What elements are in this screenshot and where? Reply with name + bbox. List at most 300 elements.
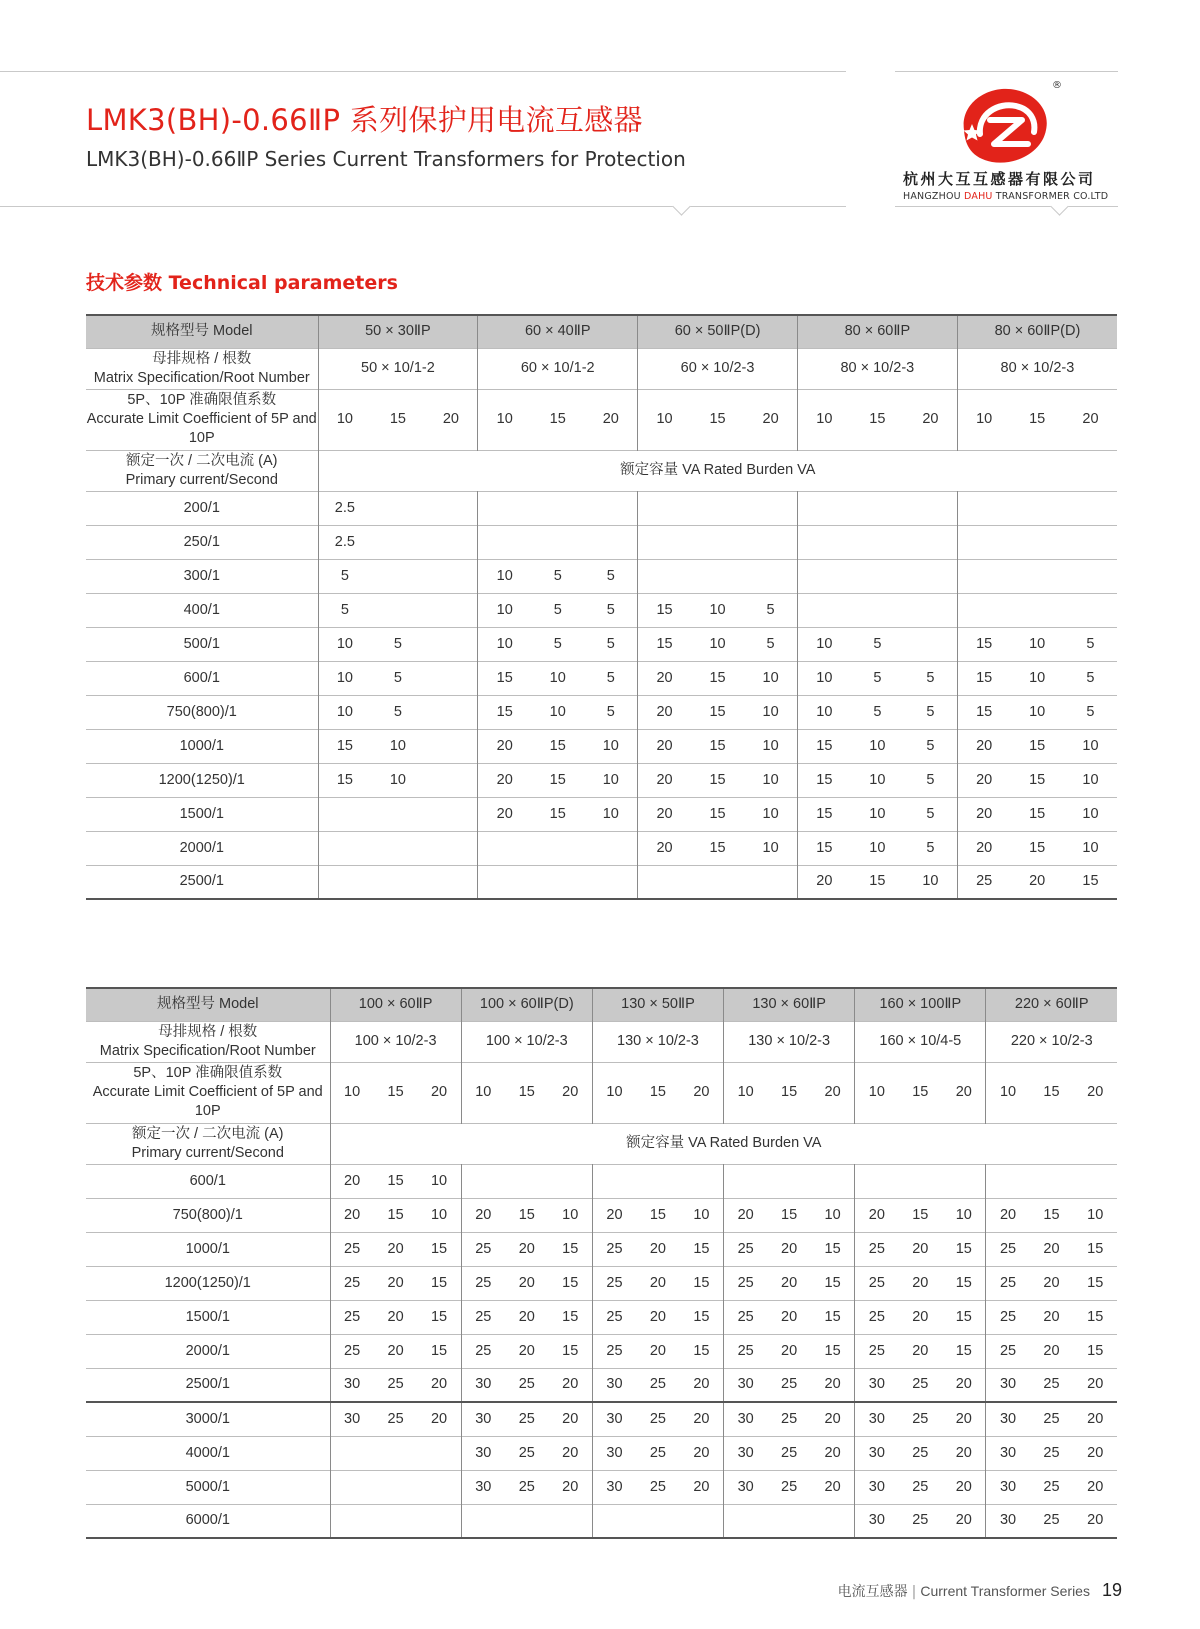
accuracy-limit-label-cn: 5P、10P 准确限值系数 (133, 1065, 283, 1081)
burden-value (811, 1164, 855, 1198)
burden-value: 10 (1029, 669, 1046, 686)
matrix-spec: 60 × 10/2-3 (638, 348, 798, 389)
burden-value: 30 (737, 1478, 754, 1495)
header-bottom-rule-right (895, 206, 1118, 207)
burden-value: 20 (656, 669, 673, 686)
model-name: 160 × 100ⅡP (855, 988, 986, 1021)
table-row (86, 491, 1117, 525)
burden-value: 30 (868, 1512, 885, 1529)
header-bottom-rule (0, 206, 846, 207)
burden-value (425, 661, 478, 695)
burden-value: 15 (1043, 1206, 1060, 1223)
burden-value: 20 (496, 771, 513, 788)
burden-value: 15 (387, 1206, 404, 1223)
burden-value: 10 (417, 1198, 461, 1232)
primary-current-header-row (86, 1123, 1117, 1164)
accuracy-limit-value: 10 (606, 1084, 623, 1100)
burden-value: 20 (868, 1206, 885, 1223)
burden-value (680, 1164, 724, 1198)
burden-value (904, 627, 957, 661)
burden-value: 5 (904, 763, 957, 797)
burden-value (374, 1436, 418, 1470)
table-row (86, 1504, 1117, 1538)
burden-value: 30 (868, 1478, 885, 1495)
burden-value: 30 (475, 1444, 492, 1461)
burden-value: 25 (649, 1478, 666, 1495)
burden-value: 10 (744, 661, 797, 695)
burden-value (425, 593, 478, 627)
burden-value: 30 (475, 1478, 492, 1495)
burden-value: 15 (680, 1232, 724, 1266)
accuracy-limit-value: 10 (344, 1084, 361, 1100)
burden-value: 10 (584, 729, 637, 763)
accuracy-limit-value: 20 (811, 1062, 855, 1123)
burden-value: 25 (737, 1274, 754, 1291)
burden-value (584, 831, 637, 865)
burden-value: 10 (549, 703, 566, 720)
accuracy-limit-label-cn: 5P、10P 准确限值系数 (127, 392, 277, 408)
burden-value: 20 (518, 1342, 535, 1359)
burden-value (904, 593, 957, 627)
burden-value (425, 491, 478, 525)
burden-value (638, 865, 691, 899)
burden-value: 20 (1087, 1410, 1104, 1427)
burden-value (549, 1164, 593, 1198)
burden-value: 5 (584, 661, 637, 695)
burden-value: 15 (942, 1300, 986, 1334)
table-row (86, 797, 1117, 831)
accuracy-limit-row (86, 389, 1117, 450)
primary-current: 600/1 (86, 1164, 330, 1198)
primary-current: 5000/1 (86, 1470, 330, 1504)
burden-value (371, 491, 424, 525)
burden-value: 5 (584, 593, 637, 627)
burden-value: 15 (816, 839, 833, 856)
burden-value: 10 (1082, 771, 1099, 788)
burden-value (1064, 593, 1117, 627)
matrix-label-cn: 母排规格 / 根数 (152, 350, 252, 367)
burden-value: 25 (868, 1342, 885, 1359)
burden-value: 20 (549, 1368, 593, 1402)
burden-value: 20 (1043, 1240, 1060, 1257)
burden-value: 10 (496, 635, 513, 652)
burden-value: 20 (1087, 1376, 1104, 1393)
burden-value: 15 (942, 1232, 986, 1266)
burden-value (425, 797, 478, 831)
burden-value: 20 (737, 1206, 754, 1223)
primary-current: 250/1 (86, 525, 318, 559)
burden-value: 10 (389, 737, 406, 754)
burden-value: 20 (656, 839, 673, 856)
burden-value (417, 1470, 461, 1504)
footer-series-cn: 电流互感器 (837, 1584, 908, 1600)
accuracy-limit-value: 15 (389, 411, 406, 427)
burden-value: 25 (475, 1308, 492, 1325)
burden-value (986, 1164, 1030, 1198)
burden-value: 20 (912, 1342, 929, 1359)
table-row (86, 525, 1117, 559)
primary-current-label-cn: 额定一次 / 二次电流 (A) (126, 452, 278, 469)
burden-value (478, 865, 531, 899)
primary-current: 600/1 (86, 661, 318, 695)
accuracy-limit-label-en: Accurate Limit Coefficient of 5P and 10P (86, 411, 317, 446)
table-row (86, 1334, 1117, 1368)
burden-value: 25 (518, 1376, 535, 1393)
matrix-label (86, 1021, 330, 1062)
matrix-row (86, 1021, 1117, 1062)
burden-value: 10 (584, 763, 637, 797)
burden-value (318, 797, 371, 831)
burden-value: 10 (336, 635, 353, 652)
burden-value: 30 (868, 1444, 885, 1461)
burden-value (797, 491, 850, 525)
burden-value: 25 (976, 873, 993, 890)
primary-current-label-cn: 额定一次 / 二次电流 (A) (132, 1125, 284, 1142)
spec-table-1 (86, 314, 1117, 900)
burden-value: 5 (904, 831, 957, 865)
burden-value: 15 (417, 1232, 461, 1266)
burden-value (549, 1504, 593, 1538)
matrix-label-en: Matrix Specification/Root Number (99, 1042, 316, 1059)
matrix-spec: 80 × 10/2-3 (1000, 360, 1075, 376)
burden-value (584, 865, 637, 899)
accuracy-limit-value: 15 (781, 1084, 798, 1100)
burden-value: 25 (912, 1410, 929, 1427)
burden-value: 5 (340, 601, 349, 618)
matrix-spec: 100 × 10/2-3 (330, 1021, 461, 1062)
accuracy-limit-value: 20 (1082, 411, 1099, 427)
burden-value: 10 (584, 797, 637, 831)
burden-value: 15 (709, 703, 726, 720)
burden-value (904, 491, 957, 525)
accuracy-limit-value: 15 (912, 1084, 929, 1100)
rated-burden-label: 额定容量 VA Rated Burden VA (620, 462, 816, 478)
burden-value: 25 (999, 1240, 1017, 1257)
burden-value: 5 (904, 729, 957, 763)
page-title-en: LMK3(BH)-0.66ⅡP Series Current Transformers for Protection (86, 147, 686, 171)
table-row (86, 1232, 1117, 1266)
burden-value: 20 (680, 1470, 724, 1504)
accuracy-limit-value: 15 (1029, 411, 1046, 427)
burden-value: 20 (781, 1240, 798, 1257)
accuracy-limit-value: 10 (737, 1084, 754, 1100)
burden-value (904, 525, 957, 559)
burden-value: 5 (553, 601, 562, 618)
accuracy-limit-label-en: Accurate Limit Coefficient of 5P and 10P (92, 1084, 323, 1119)
burden-value (478, 525, 531, 559)
burden-value: 5 (584, 627, 637, 661)
page-number: 19 (1101, 1580, 1122, 1600)
burden-value (957, 559, 1010, 593)
burden-value: 25 (912, 1376, 929, 1393)
accuracy-limit-value: 20 (584, 389, 637, 450)
burden-value: 20 (1043, 1308, 1060, 1325)
burden-value: 20 (1029, 873, 1046, 890)
burden-value (592, 1164, 636, 1198)
burden-value: 25 (781, 1444, 798, 1461)
burden-value: 25 (649, 1410, 666, 1427)
burden-value: 10 (549, 1198, 593, 1232)
burden-value: 25 (649, 1376, 666, 1393)
burden-value: 25 (781, 1376, 798, 1393)
primary-current: 3000/1 (86, 1402, 330, 1436)
burden-value: 20 (942, 1504, 986, 1538)
burden-value (851, 593, 904, 627)
burden-value: 10 (744, 763, 797, 797)
burden-value (505, 1164, 549, 1198)
burden-value: 30 (999, 1478, 1017, 1495)
model-name: 50 × 30ⅡP (318, 315, 478, 348)
burden-value: 25 (999, 1308, 1017, 1325)
burden-value: 25 (1043, 1444, 1060, 1461)
table-row (86, 1164, 1117, 1198)
accuracy-limit-value: 10 (656, 411, 673, 427)
burden-value: 25 (606, 1342, 623, 1359)
burden-value: 25 (606, 1240, 623, 1257)
burden-value: 20 (649, 1274, 666, 1291)
burden-value (691, 491, 744, 525)
burden-value: 5 (873, 669, 882, 686)
burden-value: 15 (1029, 737, 1046, 754)
burden-value: 25 (781, 1478, 798, 1495)
burden-value (744, 525, 797, 559)
burden-value (767, 1504, 811, 1538)
burden-value: 10 (1082, 839, 1099, 856)
burden-value (371, 797, 424, 831)
burden-value: 25 (868, 1274, 885, 1291)
header-top-rule-right (895, 71, 1118, 72)
burden-value (371, 831, 424, 865)
accuracy-limit-value: 10 (475, 1084, 492, 1100)
burden-value: 20 (518, 1274, 535, 1291)
burden-value (371, 865, 424, 899)
burden-value: 20 (344, 1172, 361, 1189)
matrix-spec: 220 × 10/2-3 (1010, 1033, 1093, 1049)
burden-value: 5 (873, 703, 882, 720)
burden-value (1011, 559, 1064, 593)
burden-value: 30 (999, 1444, 1017, 1461)
burden-value: 20 (976, 737, 993, 754)
primary-current: 1000/1 (86, 729, 318, 763)
burden-value: 10 (816, 703, 833, 720)
model-name: 80 × 60ⅡP(D) (957, 315, 1117, 348)
burden-value: 10 (744, 695, 797, 729)
burden-value: 25 (999, 1342, 1017, 1359)
burden-value (744, 865, 797, 899)
burden-value: 25 (868, 1308, 885, 1325)
burden-value: 15 (912, 1206, 929, 1223)
burden-value (425, 559, 478, 593)
burden-value: 30 (606, 1444, 623, 1461)
burden-value: 20 (811, 1402, 855, 1436)
burden-value: 20 (999, 1206, 1017, 1223)
accuracy-limit-value: 20 (417, 1062, 461, 1123)
burden-value: 15 (1087, 1240, 1104, 1257)
burden-value: 10 (869, 839, 886, 856)
burden-value: 30 (737, 1444, 754, 1461)
burden-value: 15 (976, 669, 993, 686)
burden-value: 10 (336, 669, 353, 686)
model-name: 130 × 60ⅡP (724, 988, 855, 1021)
burden-value: 10 (1029, 703, 1046, 720)
burden-value (691, 525, 744, 559)
burden-value: 5 (744, 593, 797, 627)
burden-value: 15 (942, 1334, 986, 1368)
burden-value: 20 (811, 1436, 855, 1470)
burden-value: 20 (942, 1402, 986, 1436)
burden-value (531, 865, 584, 899)
burden-value: 10 (744, 797, 797, 831)
accuracy-limit-label (86, 389, 318, 450)
matrix-spec: 100 × 10/2-3 (461, 1021, 592, 1062)
table-row (86, 1402, 1117, 1436)
burden-value: 25 (868, 1240, 885, 1257)
burden-value: 5 (584, 695, 637, 729)
accuracy-limit-value: 20 (425, 389, 478, 450)
burden-value: 15 (709, 839, 726, 856)
table-row (86, 593, 1117, 627)
burden-value: 20 (649, 1240, 666, 1257)
burden-value (797, 593, 850, 627)
burden-value: 15 (387, 1172, 404, 1189)
burden-value: 15 (976, 703, 993, 720)
table-row (86, 763, 1117, 797)
burden-value: 30 (344, 1376, 361, 1393)
burden-value: 15 (336, 737, 353, 754)
burden-value: 15 (811, 1266, 855, 1300)
table-row (86, 1266, 1117, 1300)
burden-value (584, 491, 637, 525)
burden-value: 20 (649, 1342, 666, 1359)
burden-value: 30 (606, 1478, 623, 1495)
burden-value: 20 (942, 1436, 986, 1470)
burden-value: 20 (680, 1368, 724, 1402)
burden-value: 10 (869, 737, 886, 754)
burden-value: 25 (475, 1240, 492, 1257)
burden-value: 10 (744, 831, 797, 865)
burden-value: 15 (781, 1206, 798, 1223)
burden-value (417, 1504, 461, 1538)
burden-value: 5 (340, 567, 349, 584)
burden-value (904, 559, 957, 593)
burden-value: 20 (417, 1368, 461, 1402)
burden-value: 30 (999, 1512, 1017, 1529)
accuracy-limit-value: 15 (1043, 1084, 1060, 1100)
burden-value (638, 491, 691, 525)
burden-value: 30 (475, 1376, 492, 1393)
burden-value: 5 (553, 635, 562, 652)
accuracy-limit-value: 15 (549, 411, 566, 427)
primary-current-label (86, 450, 318, 491)
model-label: 规格型号 Model (86, 988, 330, 1021)
burden-value: 10 (816, 669, 833, 686)
page-footer (838, 1580, 1122, 1601)
burden-value: 10 (336, 703, 353, 720)
burden-value: 15 (1082, 873, 1099, 890)
burden-value: 15 (549, 1300, 593, 1334)
burden-value: 5 (393, 669, 402, 686)
burden-value (1030, 1164, 1074, 1198)
burden-value: 20 (387, 1240, 404, 1257)
footer-series-en: Current Transformer Series (920, 1583, 1090, 1599)
burden-value: 15 (496, 703, 513, 720)
burden-value: 20 (475, 1206, 492, 1223)
burden-value: 20 (518, 1308, 535, 1325)
primary-current-header-row (86, 450, 1117, 491)
burden-value: 15 (1087, 1342, 1104, 1359)
burden-value: 15 (709, 805, 726, 822)
burden-value: 25 (344, 1240, 361, 1257)
burden-value: 5 (904, 797, 957, 831)
burden-value: 15 (811, 1334, 855, 1368)
matrix-spec: 130 × 10/2-3 (592, 1021, 723, 1062)
primary-current: 1500/1 (86, 797, 318, 831)
burden-value (1011, 525, 1064, 559)
burden-value (478, 831, 531, 865)
accuracy-limit-value: 15 (387, 1084, 404, 1100)
burden-value (898, 1164, 942, 1198)
burden-value: 10 (389, 771, 406, 788)
burden-value (638, 559, 691, 593)
matrix-spec: 80 × 10/2-3 (797, 348, 957, 389)
burden-value (330, 1436, 374, 1470)
burden-value: 25 (737, 1308, 754, 1325)
burden-value: 10 (1082, 805, 1099, 822)
burden-value: 25 (606, 1308, 623, 1325)
accuracy-limit-row (86, 1062, 1117, 1123)
burden-value: 5 (393, 703, 402, 720)
model-name: 80 × 60ⅡP (797, 315, 957, 348)
burden-value (744, 559, 797, 593)
matrix-label (86, 348, 318, 389)
table-row (86, 831, 1117, 865)
burden-value: 15 (549, 737, 566, 754)
burden-value (797, 559, 850, 593)
accuracy-limit-value: 10 (816, 411, 833, 427)
burden-value: 15 (656, 635, 673, 652)
company-logo-icon (950, 78, 1060, 170)
burden-value (851, 525, 904, 559)
burden-value: 20 (656, 703, 673, 720)
header-notch-left (672, 197, 690, 215)
burden-value: 25 (737, 1240, 754, 1257)
burden-value (636, 1164, 680, 1198)
matrix-spec: 130 × 10/2-3 (724, 1021, 855, 1062)
burden-value (957, 593, 1010, 627)
burden-value (374, 1470, 418, 1504)
burden-value: 30 (737, 1376, 754, 1393)
table-row (86, 1368, 1117, 1402)
burden-value: 15 (649, 1206, 666, 1223)
table-row (86, 1300, 1117, 1334)
burden-value (461, 1504, 505, 1538)
primary-current: 750(800)/1 (86, 1198, 330, 1232)
primary-current: 200/1 (86, 491, 318, 525)
burden-value: 5 (1086, 635, 1095, 652)
accuracy-limit-value: 15 (649, 1084, 666, 1100)
burden-value (724, 1164, 768, 1198)
burden-value (505, 1504, 549, 1538)
table-row (86, 627, 1117, 661)
primary-current: 2000/1 (86, 831, 318, 865)
burden-value: 5 (744, 627, 797, 661)
burden-value (638, 525, 691, 559)
accuracy-limit-value: 10 (999, 1084, 1017, 1100)
burden-value (371, 559, 424, 593)
burden-value (374, 1504, 418, 1538)
burden-value: 10 (869, 771, 886, 788)
burden-value: 20 (656, 737, 673, 754)
